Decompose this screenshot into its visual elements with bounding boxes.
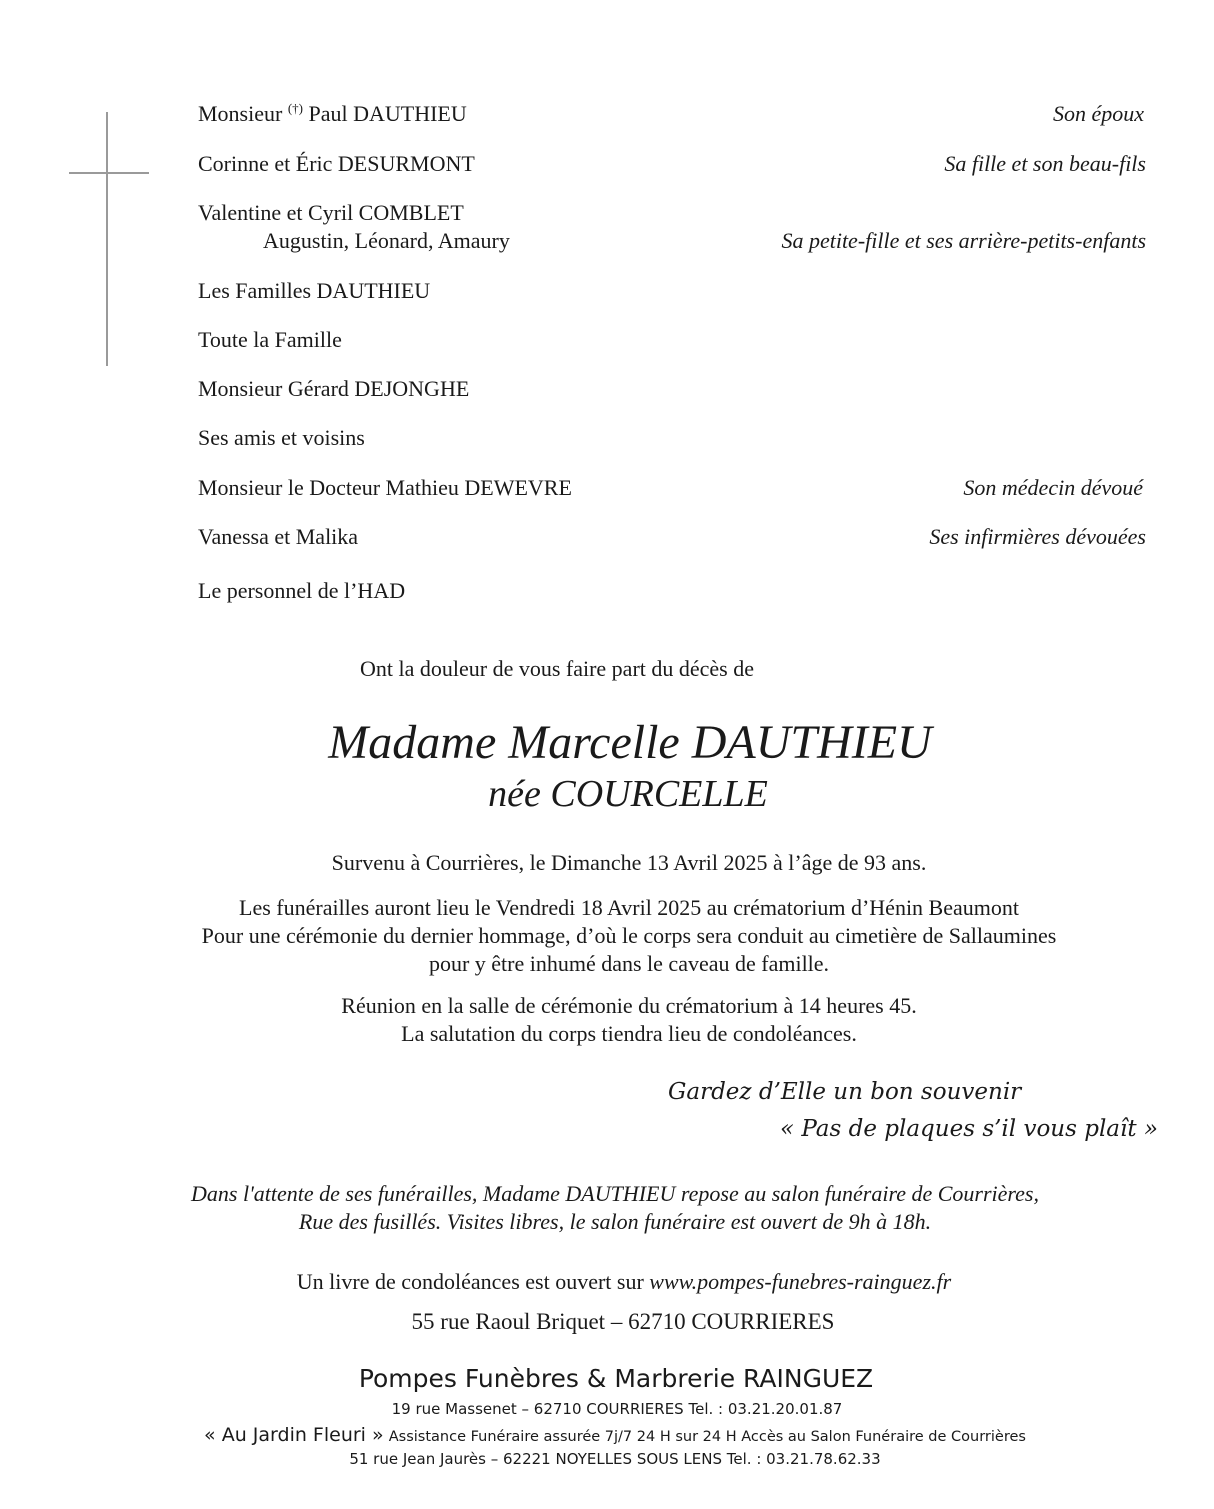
family-name-4: Les Familles DAUTHIEU — [198, 278, 431, 303]
family-name-3b: Augustin, Léonard, Amaury — [263, 228, 510, 253]
family-name-5: Toute la Famille — [198, 327, 342, 352]
garden-name: « Au Jardin Fleuri » — [204, 1424, 384, 1446]
family-relation-1: Son époux — [1052, 101, 1144, 126]
death-info: Survenu à Courrières, le Dimanche 13 Avril 2025 à l’âge de 93 ans. — [331, 850, 927, 875]
family-name-10: Le personnel de l’HAD — [198, 578, 406, 603]
deceased-name: Madame Marcelle DAUTHIEU — [328, 716, 932, 769]
family-name-2: Corinne et Éric DESURMONT — [198, 151, 475, 176]
condolences-line: Un livre de condoléances est ouvert sur www.pompes-funebres-rainguez.fr — [296, 1269, 952, 1294]
remembrance-line-2: « Pas de plaques s’il vous plaît » — [779, 1116, 1158, 1142]
family-name-9: Vanessa et Malika — [198, 524, 359, 549]
family-name-8: Monsieur le Docteur Mathieu DEWEVRE — [198, 475, 572, 500]
family-name-3: Valentine et Cyril COMBLET — [198, 200, 464, 225]
garden-address: 51 rue Jean Jaurès – 62221 NOYELLES SOUS LENS Tel. : 03.21.78.62.33 — [349, 1450, 881, 1468]
announcement: Ont la douleur de vous faire part du décès de — [359, 656, 755, 681]
meeting-line-1: Réunion en la salle de cérémonie du crématorium à 14 heures 45. — [341, 993, 917, 1018]
meeting-line-2: La salutation du corps tiendra lieu de condoléances. — [401, 1021, 857, 1046]
garden-services: Assistance Funéraire assurée 7j/7 24 H sur 24 H Accès au Salon Funéraire de Courrières — [388, 1429, 1026, 1445]
company-address: 19 rue Massenet – 62710 COURRIERES Tel. : 03.21.20.01.87 — [391, 1400, 843, 1418]
family-name-7: Ses amis et voisins — [198, 425, 365, 450]
cross-icon-vertical — [106, 112, 108, 366]
family-relation-9: Ses infirmières dévouées — [929, 524, 1146, 549]
cross-icon-horizontal — [69, 172, 149, 174]
remembrance-line-1: Gardez d’Elle un bon souvenir — [668, 1079, 1022, 1105]
family-name-1: Monsieur (†) Paul DAUTHIEU — [198, 100, 467, 126]
company-name: Pompes Funèbres & Marbrerie RAINGUEZ — [358, 1364, 874, 1393]
deceased-maiden-name: née COURCELLE — [488, 773, 768, 815]
funeral-line-3: pour y être inhumé dans le caveau de famille. — [428, 951, 830, 976]
family-relation-3: Sa petite-fille et ses arrière-petits-enfants — [781, 228, 1146, 253]
family-relation-2: Sa fille et son beau-fils — [944, 151, 1146, 176]
rest-line-2: Rue des fusillés. Visites libres, le salon funéraire est ouvert de 9h à 18h. — [298, 1209, 932, 1234]
funeral-line-1: Les funérailles auront lieu le Vendredi 18 Avril 2025 au crématorium d’Hénin Beaumont — [239, 895, 1019, 920]
garden-line — [8, 1424, 1214, 1446]
funeral-home-address: 55 rue Raoul Briquet – 62710 COURRIERES — [411, 1309, 835, 1334]
rest-line-1: Dans l'attente de ses funérailles, Madame DAUTHIEU repose au salon funéraire de Courrières, — [191, 1181, 1039, 1206]
family-name-6: Monsieur Gérard DEJONGHE — [198, 376, 470, 401]
condolences-url: www.pompes-funebres-rainguez.fr — [649, 1269, 952, 1294]
family-relation-8: Son médecin dévoué — [963, 475, 1143, 500]
funeral-line-2: Pour une cérémonie du dernier hommage, d’où le corps sera conduit au cimetière de Sallaumines — [201, 923, 1057, 948]
